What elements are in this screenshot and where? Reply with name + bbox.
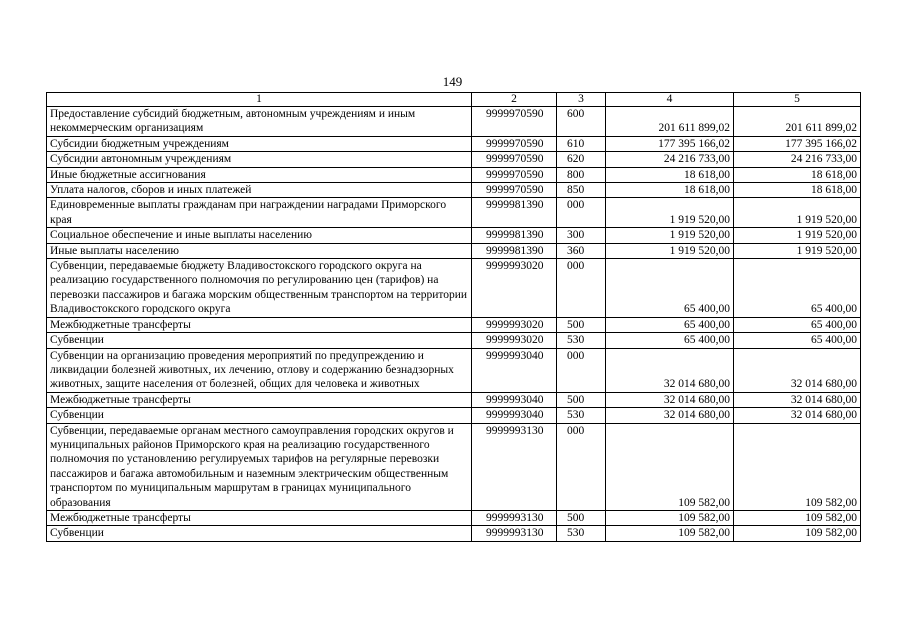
row-amount-1-cell: 177 395 166,02 [606, 136, 734, 151]
row-name-cell: Межбюджетные трансферты [47, 392, 472, 407]
table-row [47, 243, 861, 258]
row-type-cell: 500 [557, 510, 606, 525]
row-amount-2-cell: 1 919 520,00 [734, 228, 861, 243]
row-code-cell: 9999970590 [472, 183, 557, 198]
row-code-cell: 9999981390 [472, 198, 557, 228]
row-code-cell: 9999981390 [472, 243, 557, 258]
row-code-cell: 9999993040 [472, 392, 557, 407]
row-type-cell: 000 [557, 259, 606, 318]
header-cell-2: 2 [472, 93, 557, 107]
row-amount-2-cell: 24 216 733,00 [734, 152, 861, 167]
table-body [47, 93, 861, 542]
row-type-cell: 530 [557, 333, 606, 348]
row-name-cell: Субвенции [47, 333, 472, 348]
row-code-cell: 9999970590 [472, 167, 557, 182]
row-amount-2-cell: 32 014 680,00 [734, 392, 861, 407]
row-amount-1-cell: 109 582,00 [606, 510, 734, 525]
row-code-cell: 9999970590 [472, 107, 557, 137]
row-code-cell: 9999970590 [472, 152, 557, 167]
table-row [47, 408, 861, 423]
row-amount-1-cell: 109 582,00 [606, 526, 734, 541]
row-type-cell: 000 [557, 198, 606, 228]
row-type-cell: 000 [557, 423, 606, 510]
row-type-cell: 610 [557, 136, 606, 151]
table-row [47, 348, 861, 392]
row-amount-2-cell: 18 618,00 [734, 167, 861, 182]
row-name-cell: Межбюджетные трансферты [47, 510, 472, 525]
row-amount-1-cell: 1 919 520,00 [606, 243, 734, 258]
row-code-cell: 9999993040 [472, 408, 557, 423]
row-type-cell: 800 [557, 167, 606, 182]
row-amount-1-cell: 18 618,00 [606, 183, 734, 198]
row-code-cell: 9999993020 [472, 333, 557, 348]
row-amount-2-cell: 1 919 520,00 [734, 198, 861, 228]
budget-table [46, 92, 861, 542]
table-row [47, 510, 861, 525]
row-name-cell: Иные бюджетные ассигнования [47, 167, 472, 182]
table-row [47, 392, 861, 407]
row-code-cell: 9999993130 [472, 423, 557, 510]
table-row [47, 152, 861, 167]
row-amount-1-cell: 32 014 680,00 [606, 392, 734, 407]
table-row [47, 333, 861, 348]
table-row [47, 183, 861, 198]
row-amount-2-cell: 32 014 680,00 [734, 408, 861, 423]
table-header-row [47, 93, 861, 107]
row-amount-1-cell: 109 582,00 [606, 423, 734, 510]
row-name-cell: Субсидии автономным учреждениям [47, 152, 472, 167]
row-type-cell: 620 [557, 152, 606, 167]
row-type-cell: 600 [557, 107, 606, 137]
row-name-cell: Межбюджетные трансферты [47, 317, 472, 332]
row-name-cell: Субвенции на организацию проведения мероприятий по предупреждению и ликвидации болезней животных, их лечению, отлову и содержанию безнадзорных животных, защите населения от болезней, общих для человека и животных [47, 348, 472, 392]
row-name-cell: Субвенции [47, 526, 472, 541]
row-amount-1-cell: 24 216 733,00 [606, 152, 734, 167]
table-row [47, 198, 861, 228]
header-cell-1: 1 [47, 93, 472, 107]
row-name-cell: Субвенции, передаваемые бюджету Владивостокского городского округа на реализацию государственного полномочия по регулированию цен (тарифов) на перевозки пассажиров и багажа морским общественным транспортом на территории Владивостокского городского округа [47, 259, 472, 318]
row-amount-1-cell: 1 919 520,00 [606, 228, 734, 243]
row-code-cell: 9999993020 [472, 259, 557, 318]
row-name-cell: Субвенции, передаваемые органам местного самоуправления городских округов и муниципальных районов Приморского края на реализацию государственного полномочия по установлению регулируемых тарифов на регулярные перевозки пассажиров и багажа автомобильным и наземным электрическим общественным транспортом по муниципальным маршрутам в границах муниципального образования [47, 423, 472, 510]
row-type-cell: 500 [557, 392, 606, 407]
row-amount-1-cell: 1 919 520,00 [606, 198, 734, 228]
row-code-cell: 9999993130 [472, 526, 557, 541]
page-number: 149 [442, 74, 463, 89]
row-name-cell: Субвенции [47, 408, 472, 423]
row-code-cell: 9999970590 [472, 136, 557, 151]
row-amount-1-cell: 201 611 899,02 [606, 107, 734, 137]
table-row [47, 317, 861, 332]
row-amount-2-cell: 109 582,00 [734, 510, 861, 525]
row-code-cell: 9999993130 [472, 510, 557, 525]
row-amount-1-cell: 18 618,00 [606, 167, 734, 182]
row-amount-2-cell: 65 400,00 [734, 333, 861, 348]
row-type-cell: 500 [557, 317, 606, 332]
row-name-cell: Иные выплаты населению [47, 243, 472, 258]
row-type-cell: 300 [557, 228, 606, 243]
row-amount-1-cell: 65 400,00 [606, 333, 734, 348]
row-amount-1-cell: 32 014 680,00 [606, 348, 734, 392]
row-amount-1-cell: 65 400,00 [606, 317, 734, 332]
table-row [47, 228, 861, 243]
table-row [47, 107, 861, 137]
table-row [47, 259, 861, 318]
row-code-cell: 9999993040 [472, 348, 557, 392]
row-type-cell: 850 [557, 183, 606, 198]
row-amount-1-cell: 32 014 680,00 [606, 408, 734, 423]
row-name-cell: Единовременные выплаты гражданам при награждении наградами Приморского края [47, 198, 472, 228]
header-cell-5: 5 [734, 93, 861, 107]
row-amount-2-cell: 65 400,00 [734, 259, 861, 318]
row-type-cell: 000 [557, 348, 606, 392]
row-name-cell: Уплата налогов, сборов и иных платежей [47, 183, 472, 198]
row-type-cell: 530 [557, 526, 606, 541]
row-name-cell: Предоставление субсидий бюджетным, автономным учреждениям и иным некоммерческим организациям [47, 107, 472, 137]
row-amount-2-cell: 32 014 680,00 [734, 348, 861, 392]
row-amount-2-cell: 18 618,00 [734, 183, 861, 198]
row-type-cell: 530 [557, 408, 606, 423]
row-name-cell: Субсидии бюджетным учреждениям [47, 136, 472, 151]
row-amount-2-cell: 109 582,00 [734, 423, 861, 510]
row-amount-2-cell: 109 582,00 [734, 526, 861, 541]
table-row [47, 136, 861, 151]
table-row [47, 423, 861, 510]
row-amount-2-cell: 177 395 166,02 [734, 136, 861, 151]
row-code-cell: 9999981390 [472, 228, 557, 243]
row-amount-2-cell: 65 400,00 [734, 317, 861, 332]
row-type-cell: 360 [557, 243, 606, 258]
row-amount-2-cell: 1 919 520,00 [734, 243, 861, 258]
row-amount-1-cell: 65 400,00 [606, 259, 734, 318]
row-name-cell: Социальное обеспечение и иные выплаты населению [47, 228, 472, 243]
table-row [47, 167, 861, 182]
row-amount-2-cell: 201 611 899,02 [734, 107, 861, 137]
table-row [47, 526, 861, 541]
header-cell-3: 3 [557, 93, 606, 107]
row-code-cell: 9999993020 [472, 317, 557, 332]
header-cell-4: 4 [606, 93, 734, 107]
